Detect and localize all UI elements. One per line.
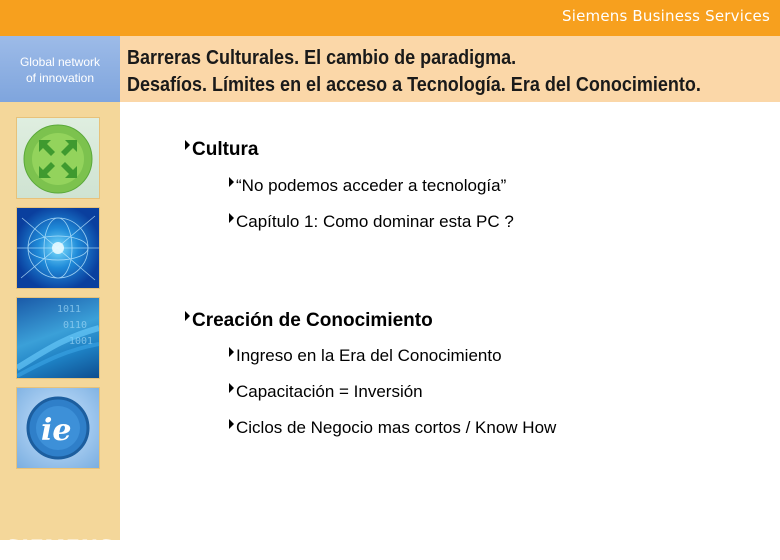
bullet-marker-icon — [185, 140, 190, 150]
bullet-heading-cultura — [185, 139, 259, 161]
arrows-globe-icon — [16, 117, 100, 199]
svg-text:1011: 1011 — [57, 304, 82, 315]
header-bar — [0, 0, 780, 36]
bullet-item — [229, 212, 514, 232]
tagline-line-2: of innovation — [25, 71, 95, 85]
svg-text:0110: 0110 — [63, 320, 88, 331]
bullet-heading-text: Cultura — [192, 139, 259, 160]
bullet-marker-icon — [229, 419, 234, 429]
siemens-logo: SIEMENS — [5, 536, 115, 560]
title-band — [120, 36, 780, 102]
bullet-marker-icon — [229, 177, 234, 187]
bullet-heading-text: Creación de Conocimiento — [192, 310, 433, 331]
bullet-item-text: “No podemos acceder a tecnología” — [236, 176, 507, 195]
title-line-2: Desafíos. Límites en el acceso a Tecnología. Era del Conocimiento. — [127, 74, 701, 96]
bullet-marker-icon — [229, 383, 234, 393]
blue-globe-icon — [16, 207, 100, 289]
brand-name: Siemens Business Services — [561, 7, 770, 25]
bullet-marker-icon — [229, 213, 234, 223]
bullet-marker-icon — [229, 347, 234, 357]
bullet-item — [229, 346, 502, 366]
bullet-item — [229, 418, 556, 438]
bullet-item-text: Ingreso en la Era del Conocimiento — [236, 346, 502, 365]
binary-stream-icon — [16, 297, 100, 379]
tagline — [0, 36, 120, 102]
svg-text:ie: ie — [41, 413, 72, 448]
tagline-line-1: Global network — [19, 55, 101, 69]
bullet-item-text: Capacitación = Inversión — [236, 382, 423, 401]
bullet-item-text: Capítulo 1: Como dominar esta PC ? — [236, 212, 514, 231]
bullet-marker-icon — [185, 311, 190, 321]
bullet-heading-conocimiento — [185, 310, 433, 332]
bullet-item — [229, 382, 423, 402]
slide-title — [127, 45, 701, 99]
bullet-item — [229, 176, 506, 196]
title-line-1: Barreras Culturales. El cambio de paradigma. — [127, 47, 517, 69]
svg-text:1001: 1001 — [69, 336, 94, 347]
bullet-item-text: Ciclos de Negocio mas cortos / Know How — [236, 418, 557, 437]
ie-logo-icon — [16, 387, 100, 469]
